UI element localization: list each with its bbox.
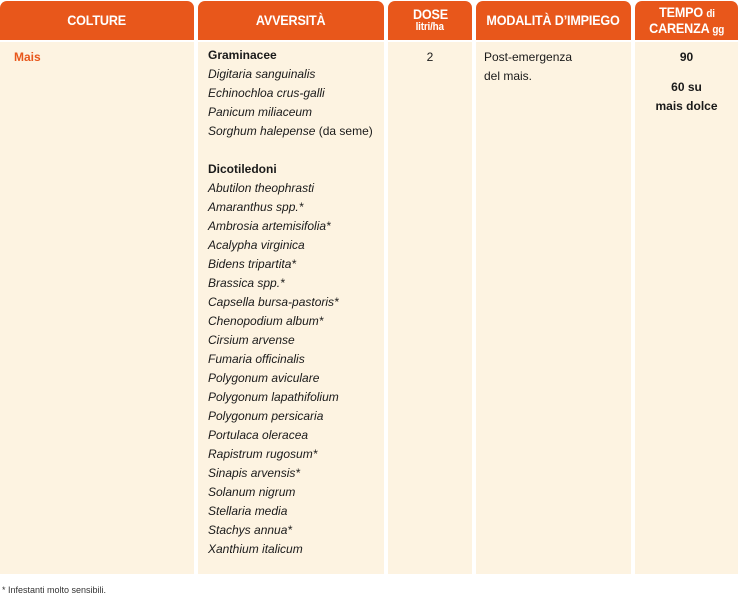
dicotiledoni-item: Polygonum lapathifolium: [208, 390, 339, 404]
header-dose-unit: litri/ha: [415, 21, 445, 34]
dose-value: 2: [426, 50, 434, 64]
carenza-value-1: 90: [679, 50, 694, 64]
dicotiledoni-item: Amaranthus spp.*: [208, 200, 304, 214]
dicotiledoni-item: Brassica spp.*: [208, 276, 285, 290]
header-tempo-line1: [659, 5, 715, 21]
carenza-values: [635, 48, 738, 116]
cell-modalita: [476, 42, 631, 574]
modalita-text: [484, 48, 604, 86]
group-spacer: [208, 141, 373, 160]
carenza-value-2b: mais dolce: [655, 99, 718, 113]
header-tempo-di: di: [705, 7, 715, 20]
footnote: * Infestanti molto sensibili.: [2, 585, 107, 595]
dicotiledoni-item: Sinapis arvensis*: [208, 466, 301, 480]
header-avversita-label: AVVERSITÀ: [256, 12, 326, 29]
crop-name: Mais: [14, 50, 41, 64]
species-name: Panicum miliaceum: [208, 105, 313, 119]
species-name: Sorghum halepense: [208, 124, 316, 138]
header-carenza-word: CARENZA: [649, 19, 709, 36]
dicotiledoni-item: Solanum nigrum: [208, 485, 296, 499]
dicotiledoni-item: Polygonum aviculare: [208, 371, 320, 385]
dicotiledoni-item: Capsella bursa-pastoris*: [208, 295, 339, 309]
dicotiledoni-item: Stellaria media: [208, 504, 288, 518]
dicotiledoni-item: Cirsium arvense: [208, 333, 295, 347]
dicotiledoni-item: Bidens tripartita*: [208, 257, 297, 271]
header-tempo-word: TEMPO: [658, 3, 703, 20]
header-dose-label: DOSE: [412, 6, 448, 23]
dicotiledoni-item: Fumaria officinalis: [208, 352, 305, 366]
dicotiledoni-item: Xanthium italicum: [208, 542, 303, 556]
group-title-graminacee: Graminacee: [208, 48, 277, 62]
dicotiledoni-item: Rapistrum rugosum*: [208, 447, 318, 461]
header-avversita: [198, 1, 384, 40]
cell-colture: [0, 42, 194, 574]
header-colture: [0, 1, 194, 40]
dicotiledoni-item: Polygonum persicaria: [208, 409, 324, 423]
dicotiledoni-item: Portulaca oleracea: [208, 428, 309, 442]
carenza-spacer: [635, 67, 738, 78]
cell-avversita: [198, 42, 384, 574]
header-carenza-unit: gg: [712, 23, 724, 36]
avversita-list: [208, 46, 373, 559]
carenza-value-2a: 60 su: [671, 80, 702, 94]
graminacee-list: [208, 65, 373, 141]
dicotiledoni-item: Acalypha virginica: [208, 238, 305, 252]
dicotiledoni-item: Stachys annua*: [208, 523, 293, 537]
dicotiledoni-item: Ambrosia artemisifolia*: [208, 219, 331, 233]
dicotiledoni-list: [208, 179, 373, 559]
graminacee-item: [208, 84, 373, 103]
graminacee-item: [208, 65, 373, 84]
group-title-dicotiledoni: Dicotiledoni: [208, 162, 277, 176]
dicotiledoni-item: Abutilon theophrasti: [208, 181, 315, 195]
header-modalita: [476, 1, 631, 40]
header-modalita-label: MODALITÀ D’IMPIEGO: [486, 12, 621, 29]
modalita-line-2: del mais.: [484, 69, 533, 83]
modalita-line-1: Post-emergenza: [484, 50, 573, 64]
graminacee-item: [208, 103, 373, 122]
species-name: Digitaria sanguinalis: [208, 67, 316, 81]
header-dose: [388, 1, 472, 40]
header-tempo-carenza: [635, 1, 738, 40]
header-tempo-line2: [649, 21, 724, 37]
species-name: Echinochloa crus-galli: [208, 86, 325, 100]
cell-dose: [388, 42, 472, 574]
species-note: (da seme): [315, 124, 373, 138]
header-colture-label: COLTURE: [67, 12, 127, 29]
dicotiledoni-item: Chenopodium album*: [208, 314, 324, 328]
cell-tempo-carenza: [635, 42, 738, 574]
graminacee-item: [208, 122, 373, 141]
